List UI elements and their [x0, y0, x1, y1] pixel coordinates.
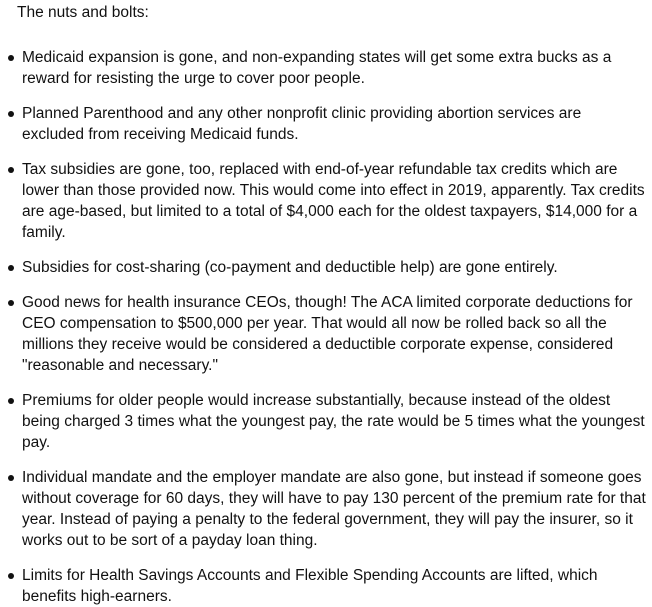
list-item-text: Subsidies for cost-sharing (co-payment and deductible help) are gone entirely. — [22, 259, 558, 276]
list-item-text: Individual mandate and the employer mandate are also gone, but instead if someone goes without coverage for 60 days, they will have to pay 130 percent of the premium rate for that year. Instead of paying a penalty to the federal government, they will pay the insurer, so it works out to be sort of a payday loan thing. — [22, 469, 646, 549]
list-item-text: Medicaid expansion is gone, and non-expanding states will get some extra bucks as a reward for resisting the urge to cover poor people. — [22, 49, 612, 87]
list-item-text: Premiums for older people would increase substantially, because instead of the oldest being charged 3 times what the youngest pay, the rate would be 5 times what the youngest pay. — [22, 392, 645, 451]
list-item — [8, 47, 646, 89]
list-item — [8, 467, 646, 551]
bullet-dot-icon — [8, 111, 14, 117]
bullet-dot-icon — [8, 265, 14, 271]
bullet-dot-icon — [8, 167, 14, 173]
list-item-text: Limits for Health Savings Accounts and Flexible Spending Accounts are lifted, which benefits high-earners. — [22, 567, 598, 605]
list-item — [8, 292, 646, 376]
bullet-dot-icon — [8, 573, 14, 579]
bullet-dot-icon — [8, 300, 14, 306]
list-item — [8, 257, 646, 278]
list-item — [8, 159, 646, 243]
bullet-dot-icon — [8, 475, 14, 481]
bullet-dot-icon — [8, 55, 14, 61]
list-item-text: Good news for health insurance CEOs, though! The ACA limited corporate deductions for CEO compensation to $500,000 per year. That would all now be rolled back so all the millions they receive would be considered a deductible corporate expense, considered "reasonable and necessary." — [22, 294, 633, 374]
list-item — [8, 390, 646, 453]
bullet-dot-icon — [8, 398, 14, 404]
list-item — [8, 565, 646, 607]
bullet-list — [8, 47, 646, 607]
intro-text: The nuts and bolts: — [17, 4, 149, 21]
list-item-text: Tax subsidies are gone, too, replaced with end-of-year refundable tax credits which are lower than those provided now. This would come into effect in 2019, apparently. Tax credits are age-based, but limited to a total of $4,000 each for the oldest taxpayers, $14,000 for a family. — [22, 161, 645, 241]
list-item — [8, 103, 646, 145]
list-item-text: Planned Parenthood and any other nonprofit clinic providing abortion services are excluded from receiving Medicaid funds. — [22, 105, 582, 143]
